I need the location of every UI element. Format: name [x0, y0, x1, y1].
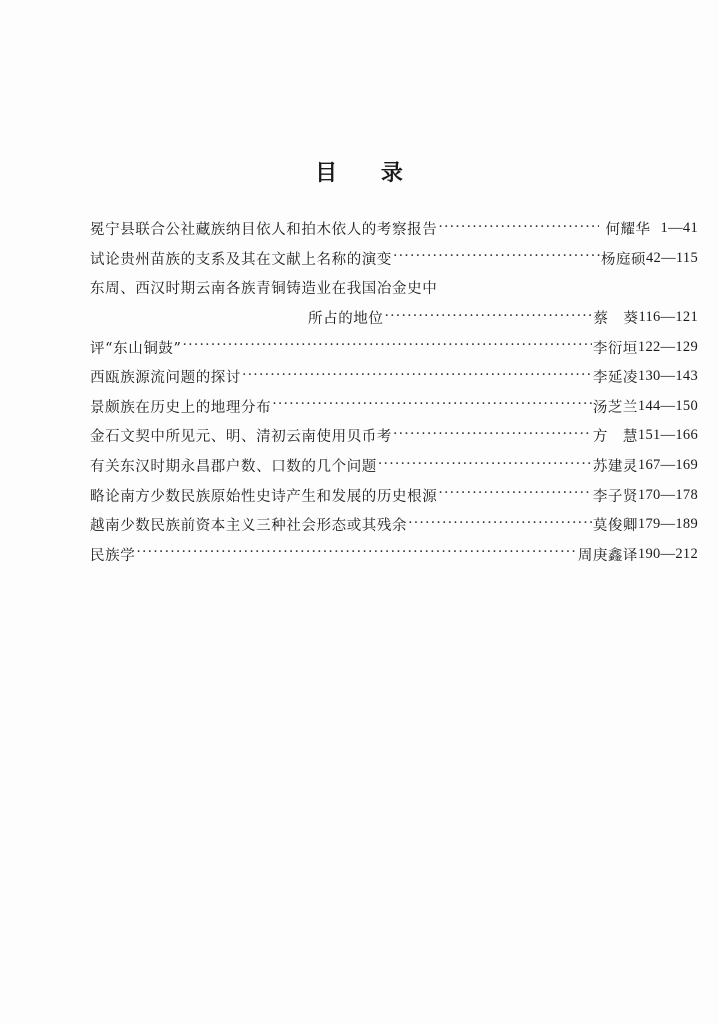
dot-leader	[378, 458, 592, 474]
dot-leader	[438, 221, 598, 237]
dot-leader	[242, 369, 592, 385]
toc-entry-continuation[interactable]	[90, 303, 698, 333]
entry-author: 李衍垣	[592, 340, 638, 357]
entry-author: 方 慧	[592, 429, 638, 446]
entry-title: 所占的地位	[308, 311, 384, 328]
entry-title: 西瓯族源流问题的探讨	[90, 370, 241, 387]
entry-pages: 42—115	[645, 249, 698, 266]
entry-title: 东周、西汉时期云南各族青铜铸造业在我国冶金史中	[90, 281, 438, 298]
toc-entry[interactable]	[90, 392, 698, 422]
entry-pages: 122—129	[637, 338, 698, 355]
dot-leader	[408, 517, 592, 533]
entry-author: 周庚鑫译	[577, 547, 638, 564]
dot-leader	[183, 339, 592, 355]
entry-author: 莫俊卿	[592, 518, 638, 535]
entry-title: 民族学	[90, 547, 136, 564]
entry-author: 李子贤	[592, 488, 638, 505]
dot-leader	[393, 250, 600, 266]
toc-entry[interactable]	[90, 451, 698, 481]
entry-title: 略论南方少数民族原始性史诗产生和发展的历史根源	[90, 488, 438, 505]
entry-title: 景颇族在历史上的地理分布	[90, 399, 272, 416]
entry-pages: 190—212	[637, 545, 698, 562]
dot-leader	[272, 398, 592, 414]
entry-pages: 130—143	[637, 368, 698, 385]
toc-entry[interactable]	[90, 332, 698, 362]
dot-leader	[385, 310, 593, 326]
entry-author: 杨庭硕	[600, 251, 646, 268]
entry-author: 李延凌	[592, 370, 638, 387]
entry-author: 何耀华	[605, 222, 651, 239]
toc-entry[interactable]	[90, 510, 698, 540]
entry-pages: 170—178	[637, 486, 698, 503]
entry-pages: 151—166	[637, 427, 698, 444]
entry-title: 冕宁县联合公社藏族纳目依人和拍木依人的考察报告	[90, 222, 438, 239]
entry-author: 蔡 葵	[593, 311, 639, 328]
entry-pages: 116—121	[638, 309, 698, 326]
entry-title: 金石文契中所见元、明、清初云南使用贝币考	[90, 429, 392, 446]
toc-entry[interactable]	[90, 244, 698, 274]
dot-leader	[438, 487, 592, 503]
toc-entry[interactable]	[90, 421, 698, 451]
entry-author: 汤芝兰	[592, 399, 638, 416]
toc-entry[interactable]	[90, 362, 698, 392]
entry-pages: 1—41	[660, 220, 698, 237]
dot-leader	[393, 428, 592, 444]
entry-title: 越南少数民族前资本主义三种社会形态或其残余	[90, 518, 408, 535]
entry-title: 试论贵州苗族的支系及其在文献上名称的演变	[90, 251, 392, 268]
entry-pages: 167—169	[637, 457, 698, 474]
entry-pages: 179—189	[637, 516, 698, 533]
entry-pages: 144—150	[637, 397, 698, 414]
toc-entry[interactable]	[90, 214, 698, 244]
toc-entry[interactable]	[90, 273, 698, 303]
entry-title: 有关东汉时期永昌郡户数、口数的几个问题	[90, 459, 377, 476]
page-title	[0, 156, 718, 187]
entry-title: 评“东山铜鼓”	[90, 340, 182, 357]
title-char-1: 目	[315, 160, 338, 186]
dot-leader	[136, 546, 577, 562]
toc-entry[interactable]	[90, 540, 698, 570]
entry-author: 苏建灵	[592, 459, 638, 476]
table-of-contents	[90, 214, 698, 569]
toc-entry[interactable]	[90, 480, 698, 510]
title-char-2: 录	[380, 160, 403, 186]
